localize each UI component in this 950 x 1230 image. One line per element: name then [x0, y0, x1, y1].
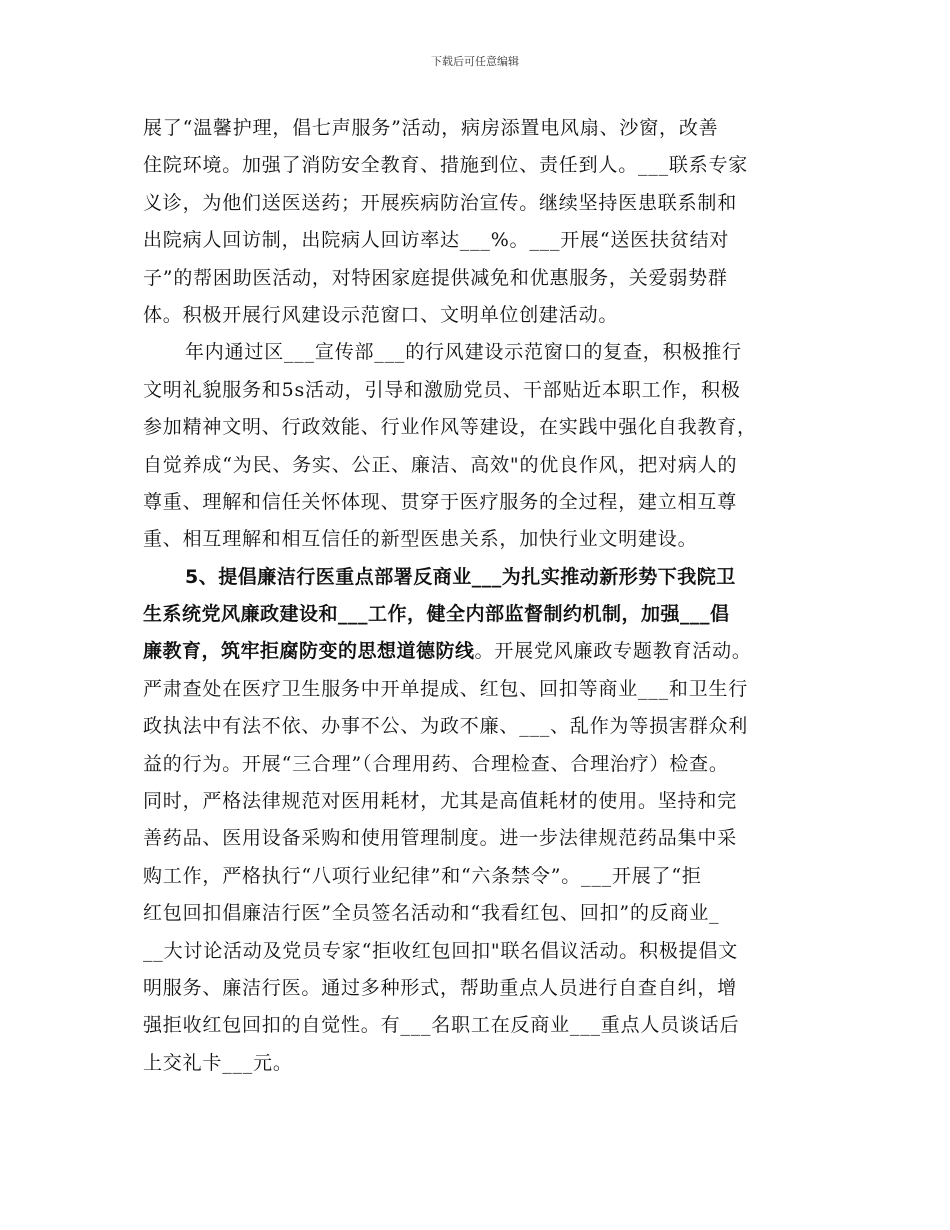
text-line: 购工作，严格执行“八项行业纪律”和“六条禁令”。___开展了“拒 — [143, 864, 702, 887]
text-line: 上交礼卡___元。 — [143, 1051, 293, 1074]
text-line: 强拒收红包回扣的自觉性。有___名职工在反商业___重点人员谈话后 — [143, 1014, 740, 1037]
text-line: 善药品、医用设备采购和使用管理制度。进一步法律规范药品集中采 — [143, 827, 738, 850]
text-line: 自觉养成“为民、务实、公正、廉洁、高效"的优良作风，把对病人的 — [143, 453, 738, 476]
text-line: 参加精神文明、行政效能、行业作风等建设，在实践中强化自我教育， — [143, 416, 757, 439]
text-line: 体。积极开展行风建设示范窗口、文明单位创建活动。 — [143, 303, 619, 326]
text-line: 义诊，为他们送医送药；开展疾病防治宣传。继续坚持医患联系制和 — [143, 191, 738, 214]
text-line: 子”的帮困助医活动，对特困家庭提供减免和优惠服务，关爱弱势群 — [143, 266, 728, 289]
page-header: 下载后可任意编辑 — [431, 55, 519, 68]
text-line: 益的行为。开展“三合理”（合理用药、合理检查、合理治疗）检查。 — [143, 752, 729, 775]
text-line: 政执法中有法不依、办事不公、为政不廉、___、乱作为等损害群众利 — [143, 715, 749, 738]
text-line: 红包回扣倡廉洁行医”全员签名活动和“我看红包、回扣”的反商业_ — [143, 902, 720, 925]
section-heading-line: 5、提倡廉洁行医重点部署反商业___为扎实推动新形势下我院卫 — [185, 565, 736, 588]
text-line: __大讨论活动及党员专家“拒收红包回扣"联名倡议活动。积极提倡文 — [143, 939, 739, 962]
text-line: 文明礼貌服务和5s活动，引导和激励党员、干部贴近本职工作，积极 — [143, 378, 741, 401]
document-body — [143, 110, 826, 1082]
text-line: 尊重、理解和信任关怀体现、贯穿于医疗服务的全过程，建立相互尊 — [143, 490, 738, 513]
text-line: 同时，严格法律规范对医用耗材，尤其是高值耗材的使用。坚持和完 — [143, 790, 738, 813]
text-line: 年内通过区___宣传部___的行风建设示范窗口的复查，积极推行 — [185, 341, 742, 364]
text-line: 严肃查处在医疗卫生服务中开单提成、红包、回扣等商业___和卫生行 — [143, 677, 749, 700]
section-heading-line: 生系统党风廉政建设和___工作，健全内部监督制约机制，加强___倡 — [143, 603, 730, 626]
text-line: 重、相互理解和相互信任的新型医患关系，加快行业文明建设。 — [143, 528, 698, 551]
text-line: 出院病人回访制，出院病人回访率达___%。___开展“送医扶贫结对 — [143, 229, 730, 252]
text-line: 展了“温馨护理，倡七声服务”活动，病房添置电风扇、沙窗，改善 — [143, 117, 719, 139]
section-heading-line: 廉教育，筑牢拒腐防变的思想道德防线。开展党风廉政专题教育活动。 — [143, 640, 752, 663]
text-line: 住院环境。加强了消防安全教育、措施到位、责任到人。___联系专家 — [143, 154, 749, 177]
text-line: 明服务、廉洁行医。通过多种形式，帮助重点人员进行自查自纠，增 — [143, 976, 738, 999]
